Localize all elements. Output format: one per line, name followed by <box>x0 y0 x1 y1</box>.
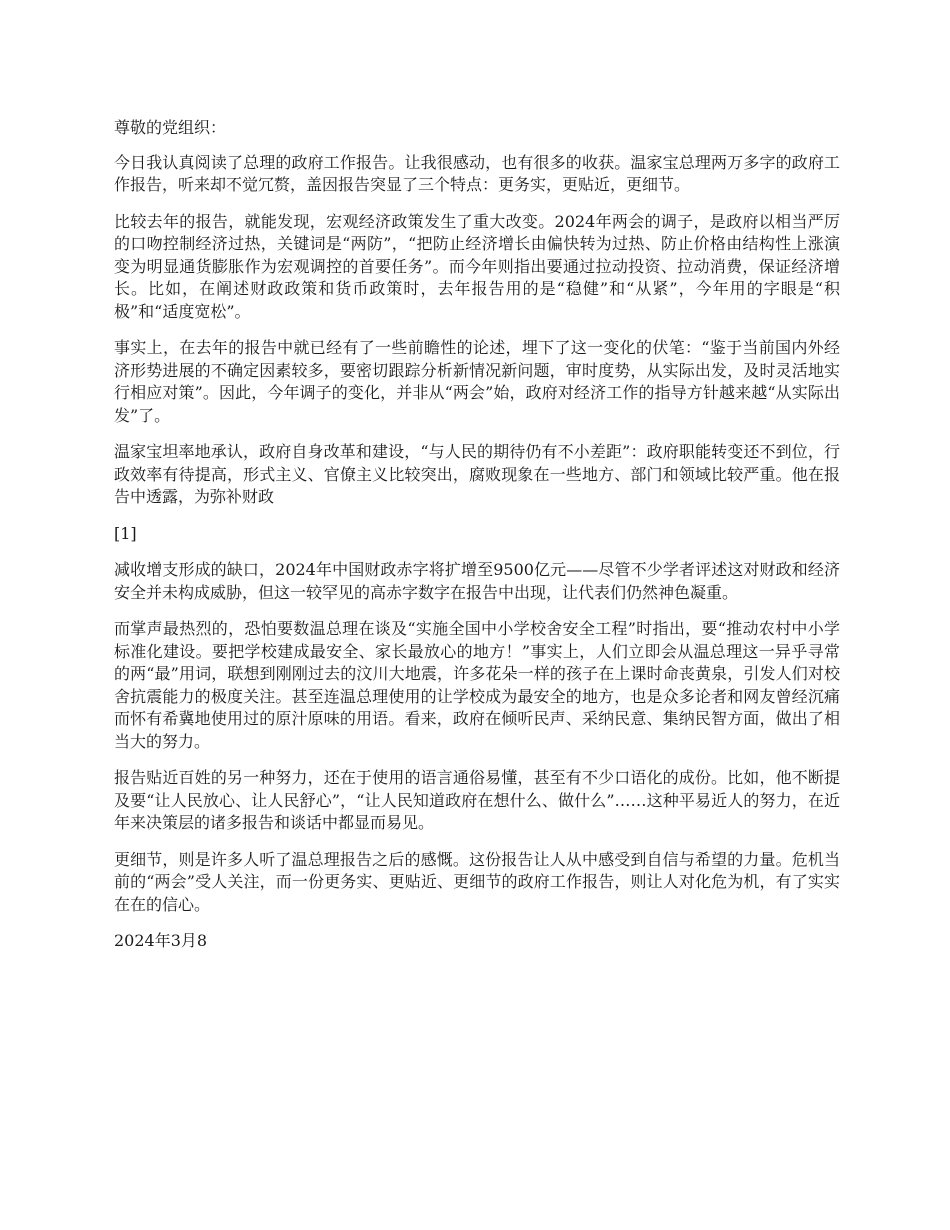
paragraph-7: 报告贴近百姓的另一种努力，还在于使用的语言通俗易懂，甚至有不少口语化的成份。比如，他不断提及要“让人民放心、让人民舒心”，“让人民知道政府在想什么、做什么”……这种平易近人的努力，在近年来决策层的诸多报告和谈话中都显而易见。 <box>114 768 840 832</box>
paragraph-8: 更细节，则是许多人听了温总理报告之后的感慨。这份报告让人从中感受到自信与希望的力量。危机当前的“两会”受人关注，而一份更务实、更贴近、更细节的政府工作报告，则让人对化危为机，有了实实在在的信心。 <box>114 849 840 914</box>
paragraph-3: 事实上，在去年的报告中就已经有了一些前瞻性的论述，埋下了这一变化的伏笔：“鉴于当前国内外经济形势进展的不确定因素较多，要密切跟踪分析新情况新问题，审时度势，从实际出发，及时灵活地实行相应对策”。因此，今年调子的变化，并非从“两会”始，政府对经济工作的指导方针越来越“从实际出发”了。 <box>114 338 840 425</box>
letter-document <box>114 117 840 953</box>
salutation: 尊敬的党组织： <box>114 118 227 137</box>
paragraph-6: 而掌声最热烈的，恐怕要数温总理在谈及“实施全国中小学校舍安全工程”时指出，要“推动农村中小学标准化建设。要把学校建成最安全、家长最放心的地方！”事实上，人们立即会从温总理这一异乎寻常的两“最”用词，联想到刚刚过去的汶川大地震，许多花朵一样的孩子在上课时命丧黄泉，引发人们对校舍抗震能力的极度关注。甚至连温总理使用的让学校成为最安全的地方，也是众多论者和网友曾经沉痛而怀有希冀地使用过的原汁原味的用语。看来，政府在倾听民声、采纳民意、集纳民智方面，做出了相当大的努力。 <box>114 619 840 751</box>
paragraph-4: 温家宝坦率地承认，政府自身改革和建设，“与人民的期待仍有不小差距”：政府职能转变还不到位，行政效率有待提高，形式主义、官僚主义比较突出，腐败现象在一些地方、部门和领域比较严重。他在报告中透露，为弥补财政 <box>114 442 840 506</box>
footnote-reference: [1] <box>114 523 137 543</box>
paragraph-5: 减收增支形成的缺口，2024年中国财政赤字将扩增至9500亿元——尽管不少学者评述这对财政和经济安全并未构成威胁，但这一较罕见的高赤字数字在报告中出现，让代表们仍然神色凝重。 <box>114 560 840 602</box>
letter-date: 2024年3月8 <box>114 931 208 950</box>
paragraph-1: 今日我认真阅读了总理的政府工作报告。让我很感动，也有很多的收获。温家宝总理两万多字的政府工作报告，听来却不觉冗赘，盖因报告突显了三个特点：更务实，更贴近，更细节。 <box>114 152 840 194</box>
paragraph-2: 比较去年的报告，就能发现，宏观经济政策发生了重大改变。2024年两会的调子，是政府以相当严厉的口吻控制经济过热，关键词是“两防”，“把防止经济增长由偏快转为过热、防止价格由结构性上涨演变为明显通货膨胀作为宏观调控的首要任务”。而今年则指出要通过拉动投资、拉动消费，保证经济增长。比如，在阐述财政政策和货币政策时，去年报告用的是“稳健”和“从紧”，今年用的字眼是“积极”和“适度宽松”。 <box>114 211 840 321</box>
